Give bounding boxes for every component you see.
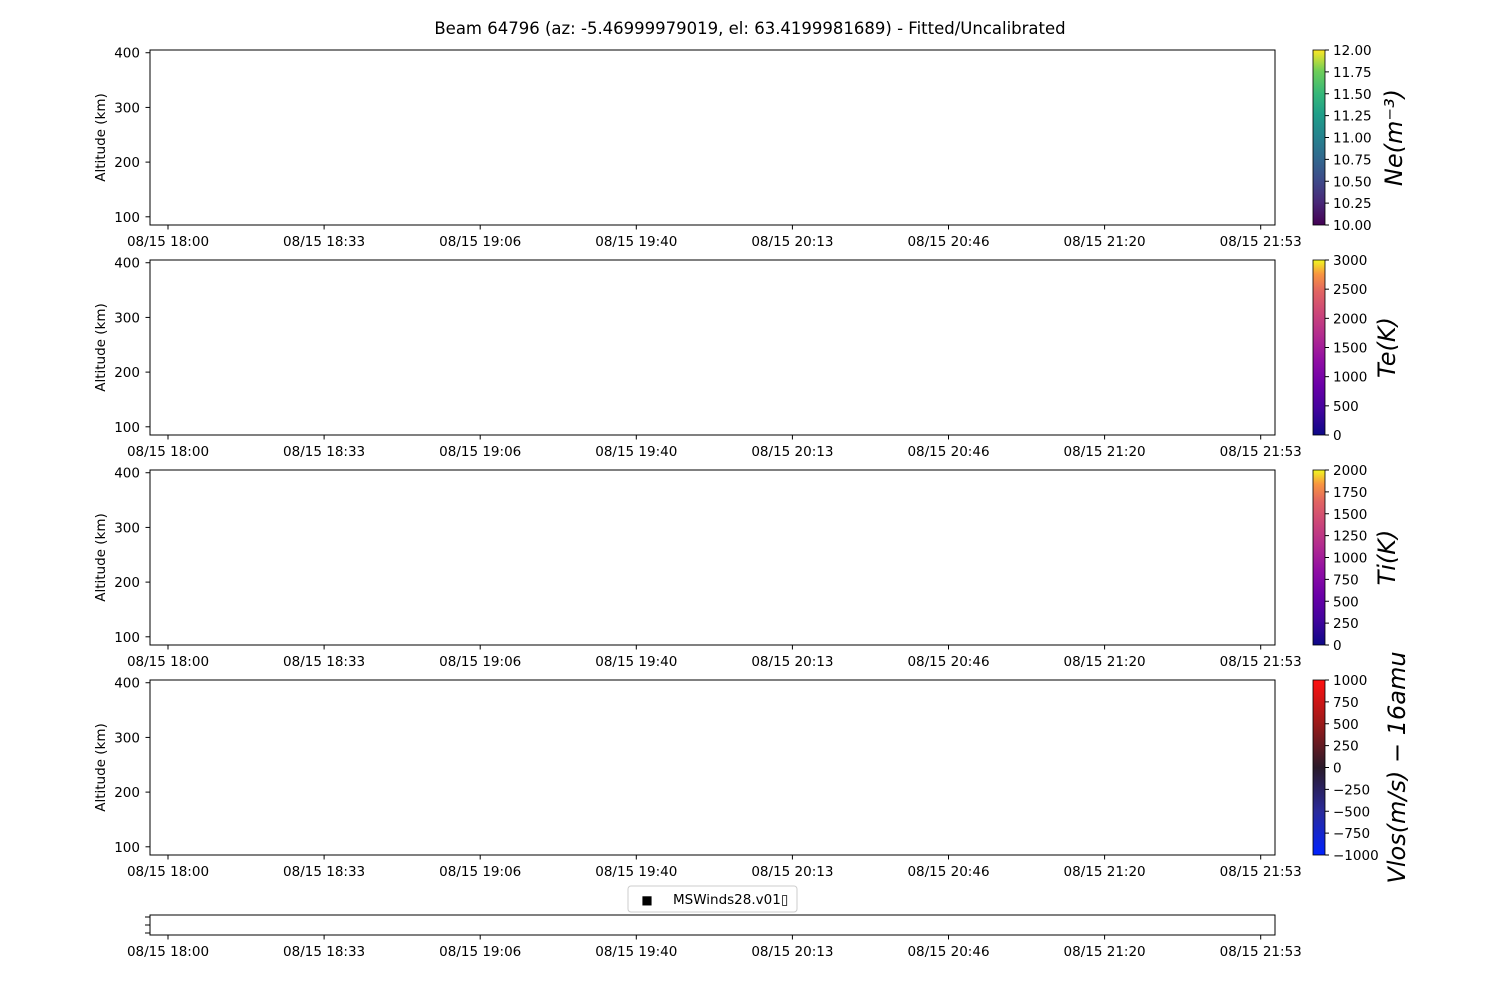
colorbar-ne — [1313, 43, 1408, 234]
colorbar-ne-tick-label: 11.25 — [1333, 108, 1372, 125]
y-tick-label: 400 — [114, 675, 140, 692]
x-axis-te-tick-label: 08/15 18:00 — [126, 444, 210, 460]
y-tick-label: 100 — [114, 419, 140, 436]
plot-area-ti — [150, 470, 1275, 645]
colorbar-ne-tick-label: 10.00 — [1333, 218, 1372, 234]
y-axis-label-ti: Altitude (km) — [93, 513, 109, 602]
x-axis-vlos-tick-label: 08/15 18:00 — [126, 864, 210, 880]
colorbar-ti-label: Ti(K) — [1373, 529, 1401, 586]
colorbar-ne-gradient — [1313, 50, 1325, 225]
x-axis-ti-tick-label: 08/15 19:40 — [595, 654, 678, 670]
colorbar-ne-label: Ne(m⁻³) — [1380, 88, 1408, 187]
colorbar-vlos-tick-label: −250 — [1333, 782, 1371, 799]
colorbar-vlos-ticks — [1325, 673, 1379, 864]
y-tick-label: 400 — [114, 465, 140, 482]
y-tick-label: 300 — [114, 730, 140, 747]
legend-label: MSWinds28.v01▯ — [673, 892, 789, 908]
y-axis-te — [114, 256, 150, 436]
colorbar-vlos-tick-label: −500 — [1333, 804, 1371, 821]
colorbar-ti-tick-label: 2000 — [1333, 463, 1368, 479]
colorbar-ne-tick-label: 12.00 — [1333, 43, 1372, 59]
y-tick-label: 400 — [114, 255, 140, 272]
x-axis-vlos-tick-label: 08/15 21:53 — [1219, 864, 1302, 880]
y-tick-label: 300 — [114, 310, 140, 327]
x-axis-status-tick-label: 08/15 21:53 — [1219, 944, 1302, 960]
x-axis-status-tick-label: 08/15 18:33 — [283, 944, 366, 960]
colorbar-te-tick-label: 1000 — [1333, 369, 1368, 386]
panel-ne — [93, 46, 1302, 250]
chart-title: Beam 64796 (az: -5.46999979019, el: 63.4199981689) - Fitted/Uncalibrated — [434, 19, 1066, 38]
x-axis-ti-tick-label: 08/15 20:46 — [907, 654, 990, 670]
x-axis-ne-tick-label: 08/15 18:33 — [283, 234, 366, 250]
x-axis-status-tick-label: 08/15 19:40 — [595, 944, 678, 960]
panel-te — [93, 256, 1302, 460]
x-axis-status-tick-label: 08/15 20:13 — [751, 944, 834, 960]
colorbar-te — [1313, 253, 1401, 444]
x-axis-vlos-tick-label: 08/15 19:40 — [595, 864, 678, 880]
x-axis-vlos-tick-label: 08/15 19:06 — [439, 864, 522, 880]
colorbar-vlos-label: Vlos(m/s) − 16amu — [1383, 651, 1411, 884]
x-axis-ne-tick-label: 08/15 21:53 — [1219, 234, 1302, 250]
colorbar-ti-gradient — [1313, 470, 1325, 645]
colorbar-ti-tick-label: 0 — [1333, 638, 1342, 654]
x-axis-te-tick-label: 08/15 21:20 — [1063, 444, 1146, 460]
colorbar-te-tick-label: 500 — [1333, 398, 1359, 415]
colorbar-vlos-tick-label: 500 — [1333, 716, 1359, 733]
x-axis-ti-tick-label: 08/15 21:53 — [1219, 654, 1302, 670]
colorbar-te-tick-label: 3000 — [1333, 253, 1368, 269]
panel-ti — [93, 466, 1302, 670]
y-tick-label: 100 — [114, 839, 140, 856]
x-axis-te-tick-label: 08/15 21:53 — [1219, 444, 1302, 460]
x-axis-vlos-tick-label: 08/15 20:46 — [907, 864, 990, 880]
y-tick-label: 300 — [114, 100, 140, 117]
colorbar-ti-tick-label: 1750 — [1333, 484, 1368, 501]
legend-marker: ■ — [641, 893, 653, 907]
colorbar-vlos-tick-label: 250 — [1333, 738, 1359, 755]
x-axis-status-tick-label: 08/15 21:20 — [1063, 944, 1146, 960]
colorbar-ne-tick-label: 11.50 — [1333, 86, 1372, 103]
x-axis-ti-tick-label: 08/15 20:13 — [751, 654, 834, 670]
x-axis-te-tick-label: 08/15 19:40 — [595, 444, 678, 460]
plot-area-ne — [150, 50, 1275, 225]
colorbar-ti-ticks — [1325, 463, 1367, 654]
y-tick-label: 400 — [114, 45, 140, 62]
x-axis-ne-tick-label: 08/15 18:00 — [126, 234, 210, 250]
legend — [628, 886, 797, 912]
colorbar-vlos-tick-label: 1000 — [1333, 673, 1368, 689]
x-axis-ti-tick-label: 08/15 18:00 — [126, 654, 210, 670]
y-tick-label: 100 — [114, 209, 140, 226]
colorbar-te-tick-label: 2000 — [1333, 311, 1368, 328]
colorbar-te-tick-label: 0 — [1333, 428, 1342, 444]
x-axis-te-tick-label: 08/15 18:33 — [283, 444, 366, 460]
y-tick-label: 200 — [114, 155, 140, 172]
y-axis-label-vlos: Altitude (km) — [93, 723, 109, 812]
x-axis-vlos-tick-label: 08/15 18:33 — [283, 864, 366, 880]
y-tick-label: 200 — [114, 785, 140, 802]
colorbar-ne-tick-label: 10.25 — [1333, 196, 1372, 213]
status-panel — [127, 915, 1302, 960]
y-tick-label: 200 — [114, 575, 140, 592]
colorbar-ne-tick-label: 10.75 — [1333, 152, 1372, 169]
x-axis-vlos — [127, 855, 1302, 880]
colorbar-ti-tick-label: 500 — [1333, 594, 1359, 611]
y-axis-label-te: Altitude (km) — [93, 303, 109, 392]
colorbar-ti-tick-label: 750 — [1333, 572, 1359, 589]
y-tick-label: 200 — [114, 365, 140, 382]
x-axis-vlos-tick-label: 08/15 20:13 — [751, 864, 834, 880]
x-axis-ne-tick-label: 08/15 20:13 — [751, 234, 834, 250]
x-axis-te-tick-label: 08/15 20:46 — [907, 444, 990, 460]
colorbar-ti-tick-label: 1500 — [1333, 506, 1368, 523]
y-tick-label: 100 — [114, 629, 140, 646]
colorbar-ti-tick-label: 1250 — [1333, 528, 1368, 545]
colorbar-ne-tick-label: 11.75 — [1333, 64, 1372, 81]
x-axis-ti-tick-label: 08/15 18:33 — [283, 654, 366, 670]
colorbar-ne-ticks — [1325, 43, 1372, 234]
x-axis-ne-tick-label: 08/15 20:46 — [907, 234, 990, 250]
panel-vlos — [93, 676, 1302, 880]
y-axis-ti — [114, 466, 150, 646]
colorbar-vlos-tick-label: −750 — [1333, 826, 1371, 843]
colorbar-ti-tick-label: 1000 — [1333, 550, 1368, 567]
colorbar-ne-tick-label: 11.00 — [1333, 130, 1372, 147]
y-axis-ne — [114, 46, 150, 226]
x-axis-te-tick-label: 08/15 20:13 — [751, 444, 834, 460]
status-plot-area — [150, 915, 1275, 935]
colorbar-ti — [1313, 463, 1401, 654]
x-axis-ne-tick-label: 08/15 19:40 — [595, 234, 678, 250]
y-axis-label-ne: Altitude (km) — [93, 93, 109, 182]
x-axis-status — [127, 935, 1302, 960]
x-axis-te — [127, 435, 1302, 460]
x-axis-te-tick-label: 08/15 19:06 — [439, 444, 522, 460]
colorbar-vlos-tick-label: −1000 — [1333, 848, 1379, 864]
y-tick-label: 300 — [114, 520, 140, 537]
colorbar-ti-tick-label: 250 — [1333, 616, 1359, 633]
x-axis-ti-tick-label: 08/15 19:06 — [439, 654, 522, 670]
colorbar-te-gradient — [1313, 260, 1325, 435]
plot-area-te — [150, 260, 1275, 435]
colorbar-vlos-tick-label: 750 — [1333, 694, 1359, 711]
colorbar-vlos-gradient — [1313, 680, 1325, 855]
plot-area-vlos — [150, 680, 1275, 855]
x-axis-status-tick-label: 08/15 20:46 — [907, 944, 990, 960]
x-axis-status-tick-label: 08/15 19:06 — [439, 944, 522, 960]
colorbar-ne-tick-label: 10.50 — [1333, 174, 1372, 191]
x-axis-ne-tick-label: 08/15 21:20 — [1063, 234, 1146, 250]
colorbar-te-label: Te(K) — [1373, 317, 1401, 378]
colorbar-te-tick-label: 2500 — [1333, 282, 1368, 299]
x-axis-ne — [127, 225, 1302, 250]
colorbar-te-ticks — [1325, 253, 1367, 444]
colorbar-te-tick-label: 1500 — [1333, 340, 1368, 357]
colorbar-vlos-tick-label: 0 — [1333, 760, 1342, 777]
x-axis-ne-tick-label: 08/15 19:06 — [439, 234, 522, 250]
colorbar-vlos — [1313, 651, 1411, 883]
x-axis-status-tick-label: 08/15 18:00 — [126, 944, 210, 960]
x-axis-ti-tick-label: 08/15 21:20 — [1063, 654, 1146, 670]
y-axis-vlos — [114, 676, 150, 856]
x-axis-vlos-tick-label: 08/15 21:20 — [1063, 864, 1146, 880]
x-axis-ti — [127, 645, 1302, 670]
